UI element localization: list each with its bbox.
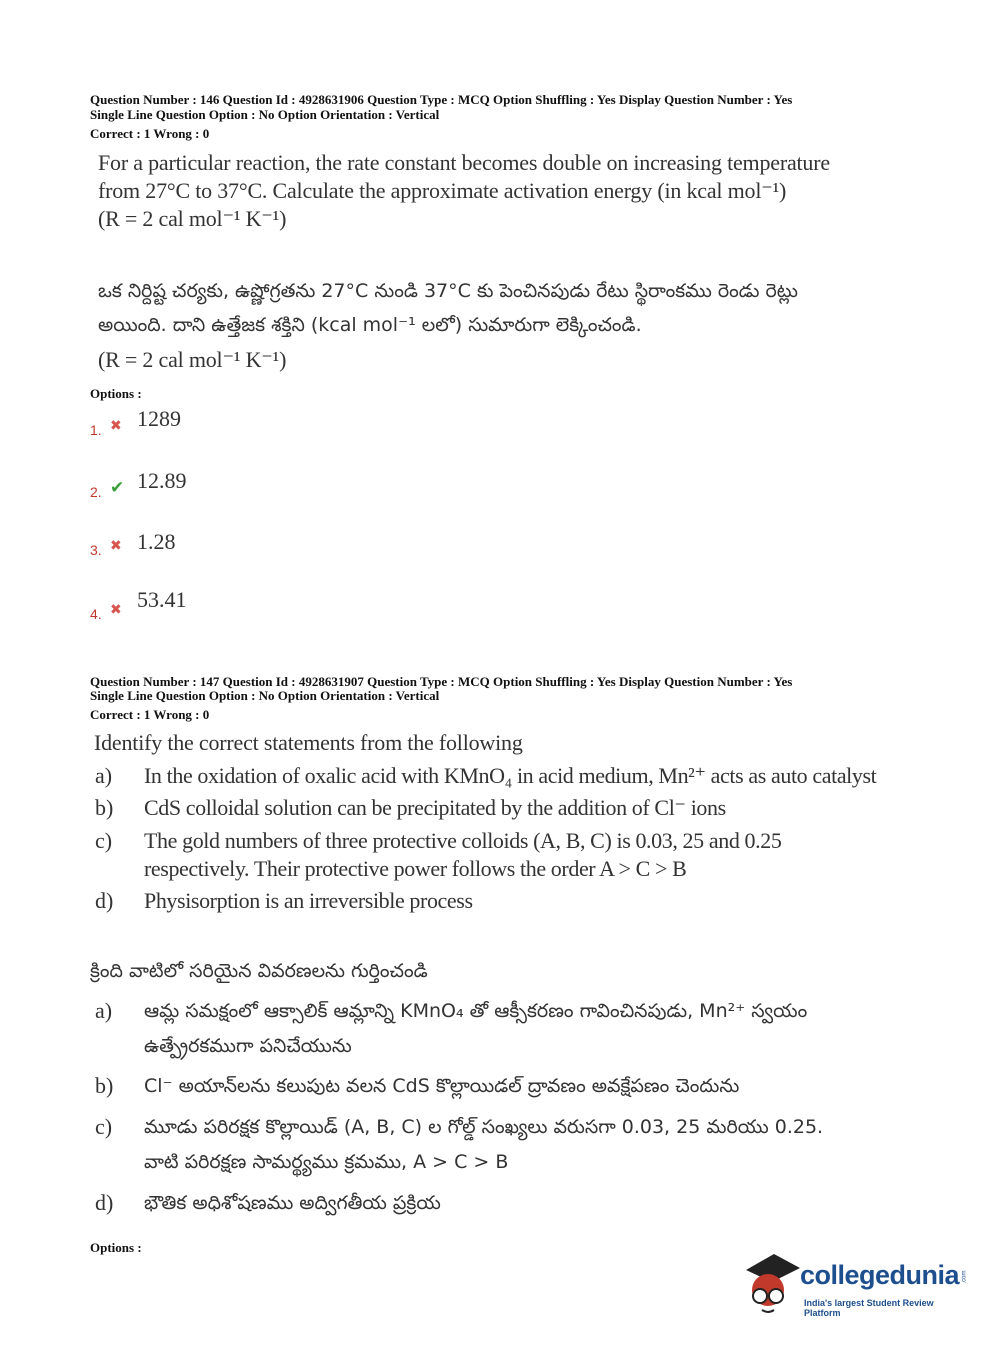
statement-telugu: వాటి పరిరక్షణ సామర్థ్యము క్రమము, A > C > B	[144, 1151, 509, 1173]
cross-icon: ✖	[110, 539, 122, 554]
q147-meta: Single Line Question Option : No Option Orientation : Vertical	[90, 688, 440, 703]
q146-score: Correct : 1 Wrong : 0	[90, 126, 210, 141]
statement: The gold numbers of three protective colloids (A, B, C) is 0.03, 25 and 0.25	[144, 828, 782, 853]
option-number: 1.	[90, 422, 102, 438]
statement-telugu: భౌతిక అధిశోషణము అద్విగతీయ ప్రక్రియ	[144, 1192, 441, 1214]
q147-telugu-title: క్రింది వాటిలో సరియైన వివరణలను గుర్తించండి	[90, 960, 428, 982]
cross-icon: ✖	[110, 603, 122, 618]
statement-telugu: ఉత్ప్రేరకముగా పనిచేయును	[144, 1035, 352, 1057]
statement: Physisorption is an irreversible process	[144, 888, 473, 913]
option-number: 4.	[90, 606, 102, 622]
options-label: Options :	[90, 386, 142, 401]
option-value: 53.41	[137, 587, 187, 612]
q146-telugu: (R = 2 cal mol⁻¹ K⁻¹)	[98, 347, 287, 372]
statement-label: d)	[95, 1190, 114, 1215]
collegedunia-logo	[742, 1252, 972, 1322]
statement: In the oxidation of oxalic acid with KMnO₄ in acid medium, Mn²⁺ acts as auto catalyst	[144, 763, 877, 788]
statement-telugu: ఆమ్ల సమక్షంలో ఆక్సాలిక్ ఆమ్లాన్ని KMnO₄ తో ఆక్సీకరణం గావించినపుడు, Mn²⁺ స్వయం	[144, 1000, 808, 1022]
statement: CdS colloidal solution can be precipitated by the addition of Cl⁻ ions	[144, 795, 726, 820]
statement-telugu: Cl⁻ అయాన్‌లను కలుపుట వలన CdS కొల్లాయిడల్ ద్రావణం అవక్షేపణం చెందును	[144, 1075, 740, 1097]
statement-label: c)	[95, 828, 113, 853]
q146-text: For a particular reaction, the rate constant becomes double on increasing temperature	[98, 150, 830, 175]
q146-telugu: అయింది. దాని ఉత్తేజక శక్తిని (kcal mol⁻¹ లలో) సుమారుగా లెక్కించండి.	[98, 314, 642, 336]
statement-label: b)	[95, 795, 114, 820]
q146-meta: Question Number : 146 Question Id : 4928631906 Question Type : MCQ Option Shuffling : Yes Display Question Number : Yes	[90, 92, 793, 107]
q147-title: Identify the correct statements from the following	[94, 730, 523, 755]
q147-score: Correct : 1 Wrong : 0	[90, 707, 210, 722]
statement-label: a)	[95, 998, 113, 1023]
q146-meta: Single Line Question Option : No Option Orientation : Vertical	[90, 107, 440, 122]
statement-label: a)	[95, 763, 113, 788]
options-label: Options :	[90, 1240, 142, 1255]
q146-text: (R = 2 cal mol⁻¹ K⁻¹)	[98, 206, 287, 231]
option-value: 1289	[137, 406, 181, 431]
logo-name: collegedunia	[800, 1260, 960, 1290]
statement-label: d)	[95, 888, 114, 913]
logo-suffix: .com	[961, 1270, 968, 1284]
option-number: 2.	[90, 484, 102, 500]
option-number: 3.	[90, 542, 102, 558]
statement: respectively. Their protective power follows the order A > C > B	[144, 856, 687, 881]
option-value: 1.28	[137, 529, 176, 554]
logo-tagline: India's largest Student Review Platform	[804, 1298, 934, 1318]
statement-telugu: మూడు పరిరక్షక కొల్లాయిడ్ (A, B, C) ల గోల్డ్ సంఖ్యలు వరుసగా 0.03, 25 మరియు 0.25.	[144, 1116, 824, 1138]
statement-label: c)	[95, 1114, 113, 1139]
statement-label: b)	[95, 1073, 114, 1098]
q147-meta: Question Number : 147 Question Id : 4928631907 Question Type : MCQ Option Shuffling : Yes Display Question Number : Yes	[90, 674, 793, 689]
q146-telugu: ఒక నిర్దిష్ట చర్యకు, ఉష్ణోగ్రతను 27°C నుండి 37°C కు పెంచినపుడు రేటు స్థిరాంకము రెండు రెట్లు	[98, 280, 798, 302]
mascot-icon	[742, 1252, 802, 1318]
q146-text: from 27°C to 37°C. Calculate the approximate activation energy (in kcal mol⁻¹)	[98, 178, 787, 203]
check-icon: ✔	[110, 478, 125, 497]
cross-icon: ✖	[110, 419, 122, 434]
option-value: 12.89	[137, 468, 187, 493]
